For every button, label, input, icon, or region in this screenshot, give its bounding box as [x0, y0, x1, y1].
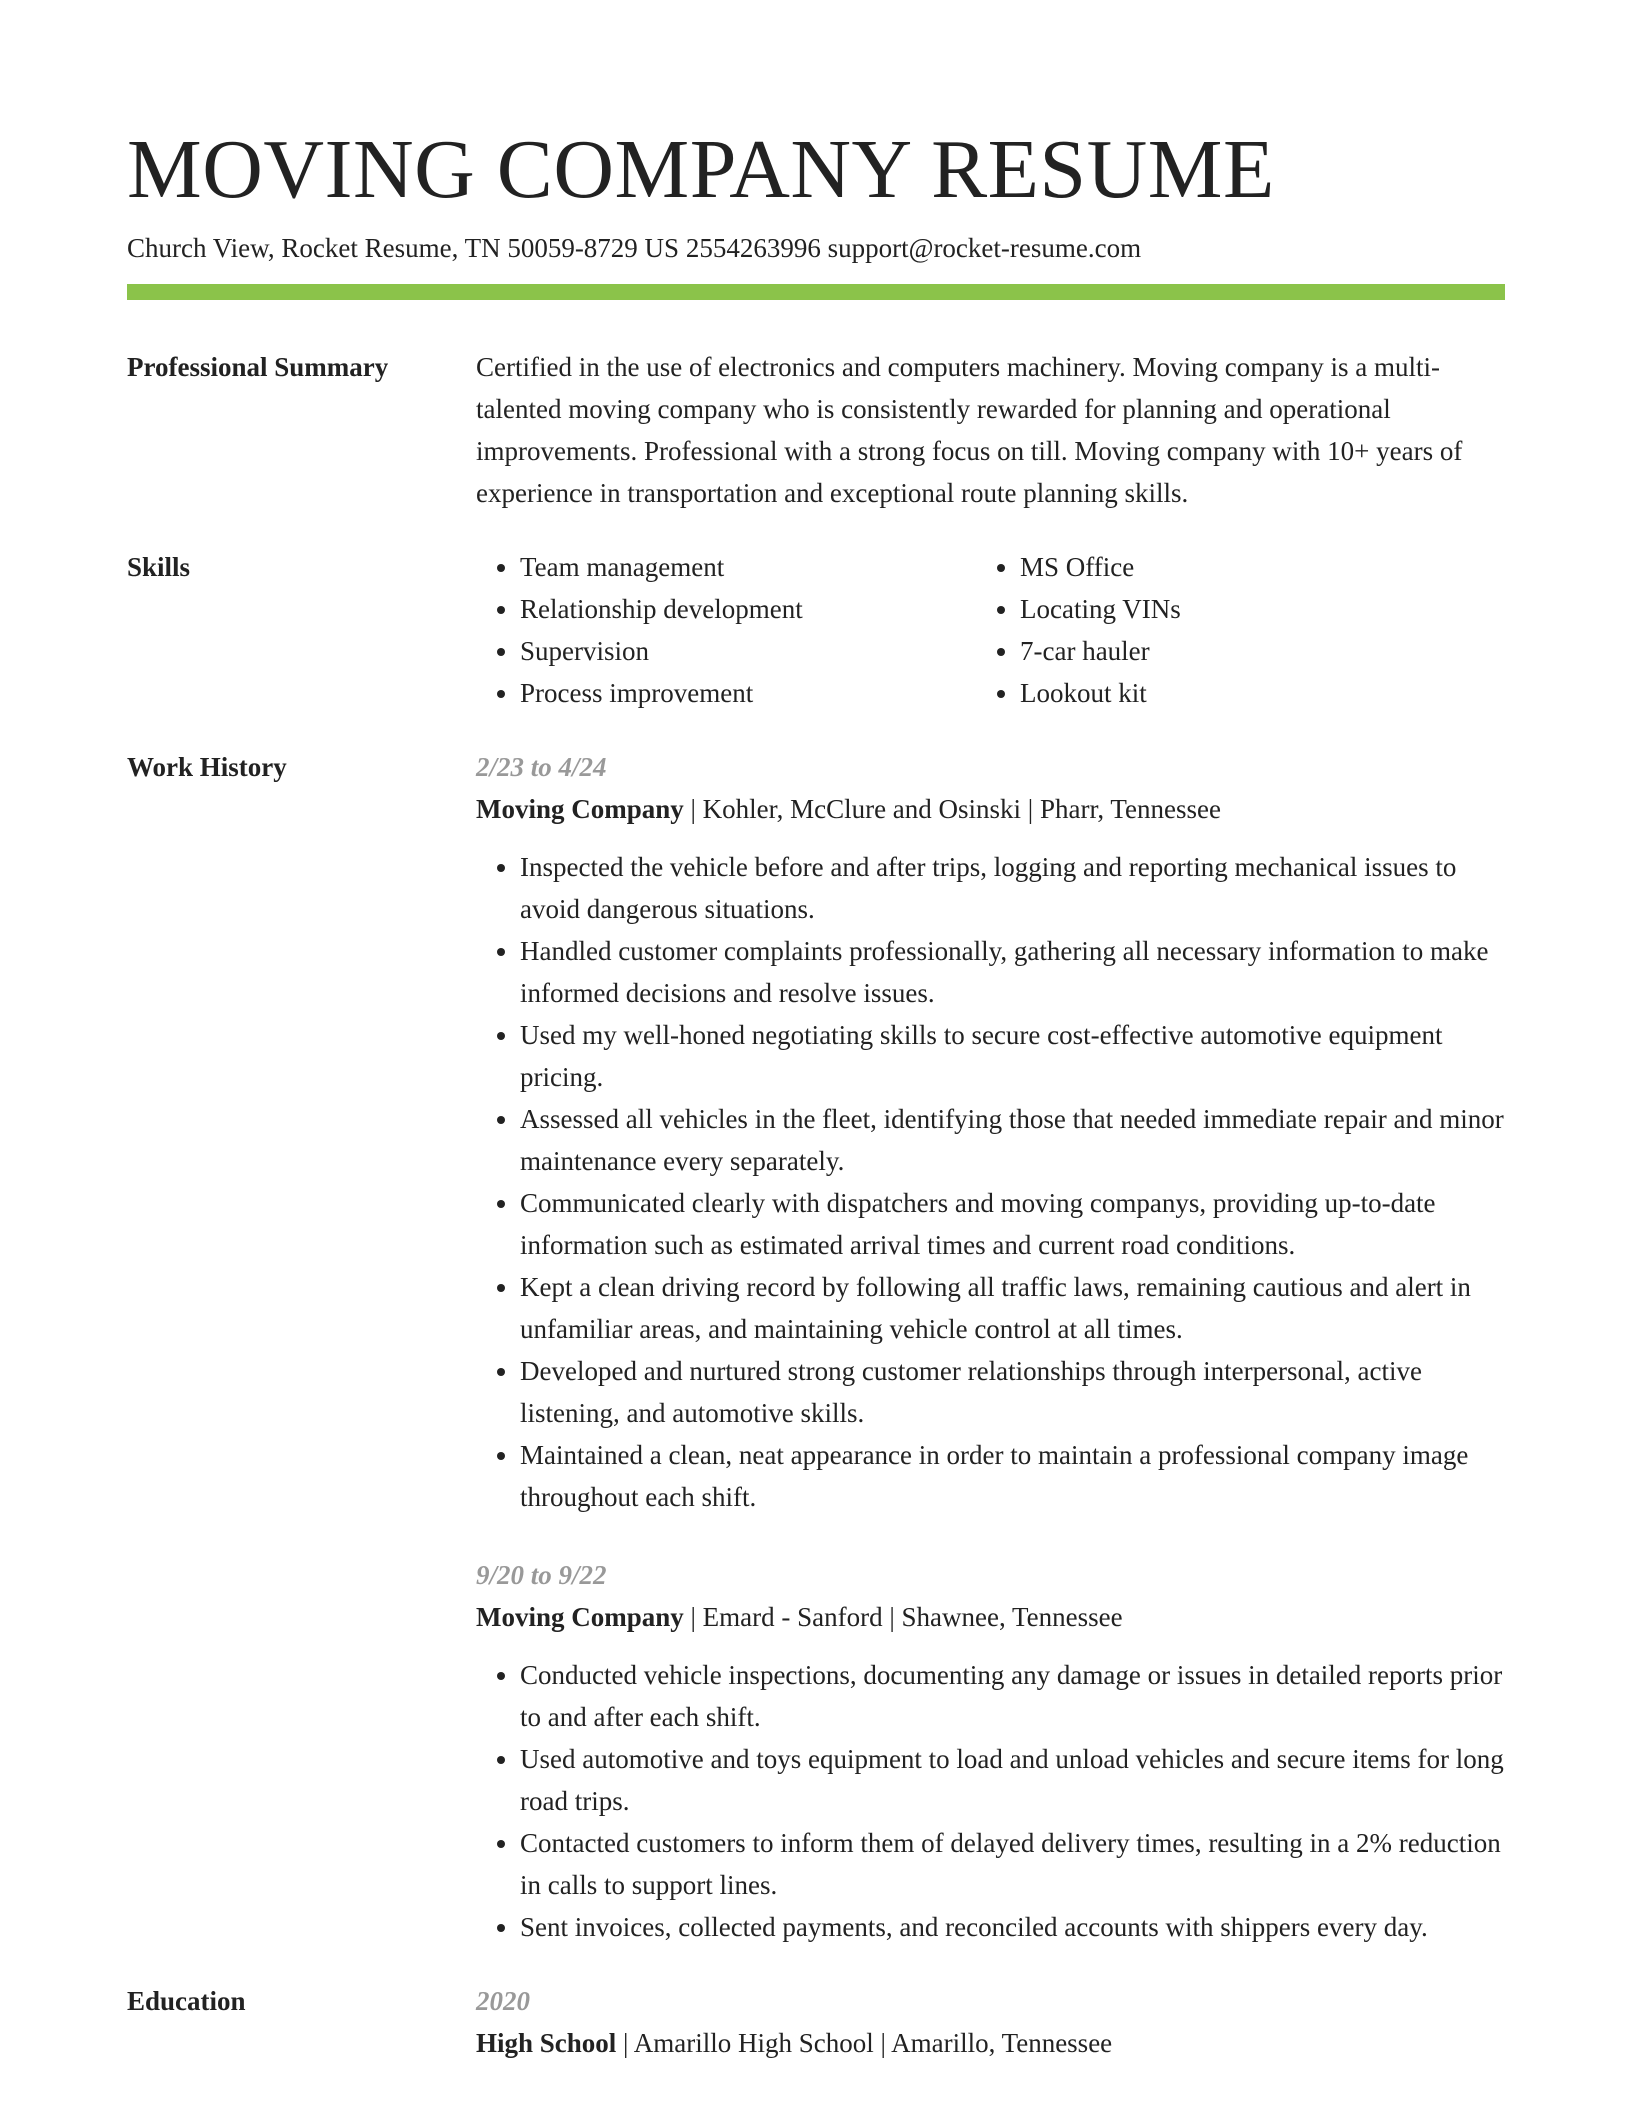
contact-line: Church View, Rocket Resume, TN 50059-8729 US 2554263996 support@rocket-resume.com — [127, 233, 1142, 263]
education-degree: High School — [476, 2028, 617, 2058]
skills-column-left — [476, 546, 976, 714]
job-heading — [476, 788, 1505, 830]
skills-column-right — [976, 546, 1476, 714]
job-heading — [476, 1596, 1505, 1638]
job-dates: 9/20 to 9/22 — [476, 1560, 607, 1590]
skill-item: • Relationship development — [520, 588, 976, 630]
job-bullet: • Used my well-honed negotiating skills to secure cost-effective automotive equipment pricing. — [520, 1014, 1505, 1098]
skills-section — [127, 546, 1505, 714]
section-label-skills: Skills — [127, 552, 191, 582]
job-employer-location: | Kohler, McClure and Osinski | Pharr, Tennessee — [683, 794, 1221, 824]
job-bullet: • Maintained a clean, neat appearance in order to maintain a professional company image throughout each shift. — [520, 1434, 1505, 1518]
skills-grid — [476, 546, 1505, 714]
work-history-section — [127, 746, 1505, 1948]
education-year: 2020 — [476, 1986, 530, 2016]
job-bullet: • Used automotive and toys equipment to load and unload vehicles and secure items for long road trips. — [520, 1738, 1505, 1822]
education-body — [476, 1980, 1505, 2064]
section-label-work-history: Work History — [127, 752, 287, 782]
job-bullet: • Sent invoices, collected payments, and reconciled accounts with shippers every day. — [520, 1906, 1505, 1948]
job-title: Moving Company — [476, 1602, 684, 1632]
skill-item: • Locating VINs — [1020, 588, 1476, 630]
job-bullet: • Handled customer complaints professionally, gathering all necessary information to make informed decisions and resolve issues. — [520, 930, 1505, 1014]
education-school-location: | Amarillo High School | Amarillo, Tennessee — [616, 2028, 1113, 2058]
skill-item: • Team management — [520, 546, 976, 588]
summary-section — [127, 346, 1505, 514]
summary-text: Certified in the use of electronics and computers machinery. Moving company is a multi-talented moving company who is consistently rewarded for planning and operational improvements. Professional with a strong focus on till. Moving company with 10+ years of experience in transportation and exceptional route planning skills. — [476, 352, 1463, 508]
job-bullet: • Inspected the vehicle before and after trips, logging and reporting mechanical issues to avoid dangerous situations. — [520, 846, 1505, 930]
job-entry — [476, 1554, 1505, 1948]
job-bullet: • Communicated clearly with dispatchers and moving companys, providing up-to-date information such as estimated arrival times and current road conditions. — [520, 1182, 1505, 1266]
skill-item: • Process improvement — [520, 672, 976, 714]
work-history-body — [476, 746, 1505, 1948]
section-label-education: Education — [127, 1986, 246, 2016]
job-bullet: • Assessed all vehicles in the fleet, identifying those that needed immediate repair and minor maintenance every separately. — [520, 1098, 1505, 1182]
job-dates: 2/23 to 4/24 — [476, 752, 607, 782]
resume-title: MOVING COMPANY RESUME — [127, 123, 1275, 216]
education-heading — [476, 2022, 1505, 2064]
skill-item: • Lookout kit — [1020, 672, 1476, 714]
accent-divider — [127, 284, 1505, 300]
job-title: Moving Company — [476, 794, 684, 824]
job-bullet: • Kept a clean driving record by following all traffic laws, remaining cautious and alert in unfamiliar areas, and maintaining vehicle control at all times. — [520, 1266, 1505, 1350]
job-bullet: • Developed and nurtured strong customer relationships through interpersonal, active listening, and automotive skills. — [520, 1350, 1505, 1434]
job-employer-location: | Emard - Sanford | Shawnee, Tennessee — [683, 1602, 1123, 1632]
section-label-summary: Professional Summary — [127, 352, 389, 382]
job-bullets — [476, 846, 1505, 1518]
job-entry — [476, 746, 1505, 1518]
job-bullet: • Contacted customers to inform them of delayed delivery times, resulting in a 2% reduction in calls to support lines. — [520, 1822, 1505, 1906]
education-section — [127, 1980, 1505, 2064]
job-bullets — [476, 1654, 1505, 1948]
skill-item: • Supervision — [520, 630, 976, 672]
skill-item: • 7-car hauler — [1020, 630, 1476, 672]
job-bullet: • Conducted vehicle inspections, documenting any damage or issues in detailed reports prior to and after each shift. — [520, 1654, 1505, 1738]
skill-item: • MS Office — [1020, 546, 1476, 588]
